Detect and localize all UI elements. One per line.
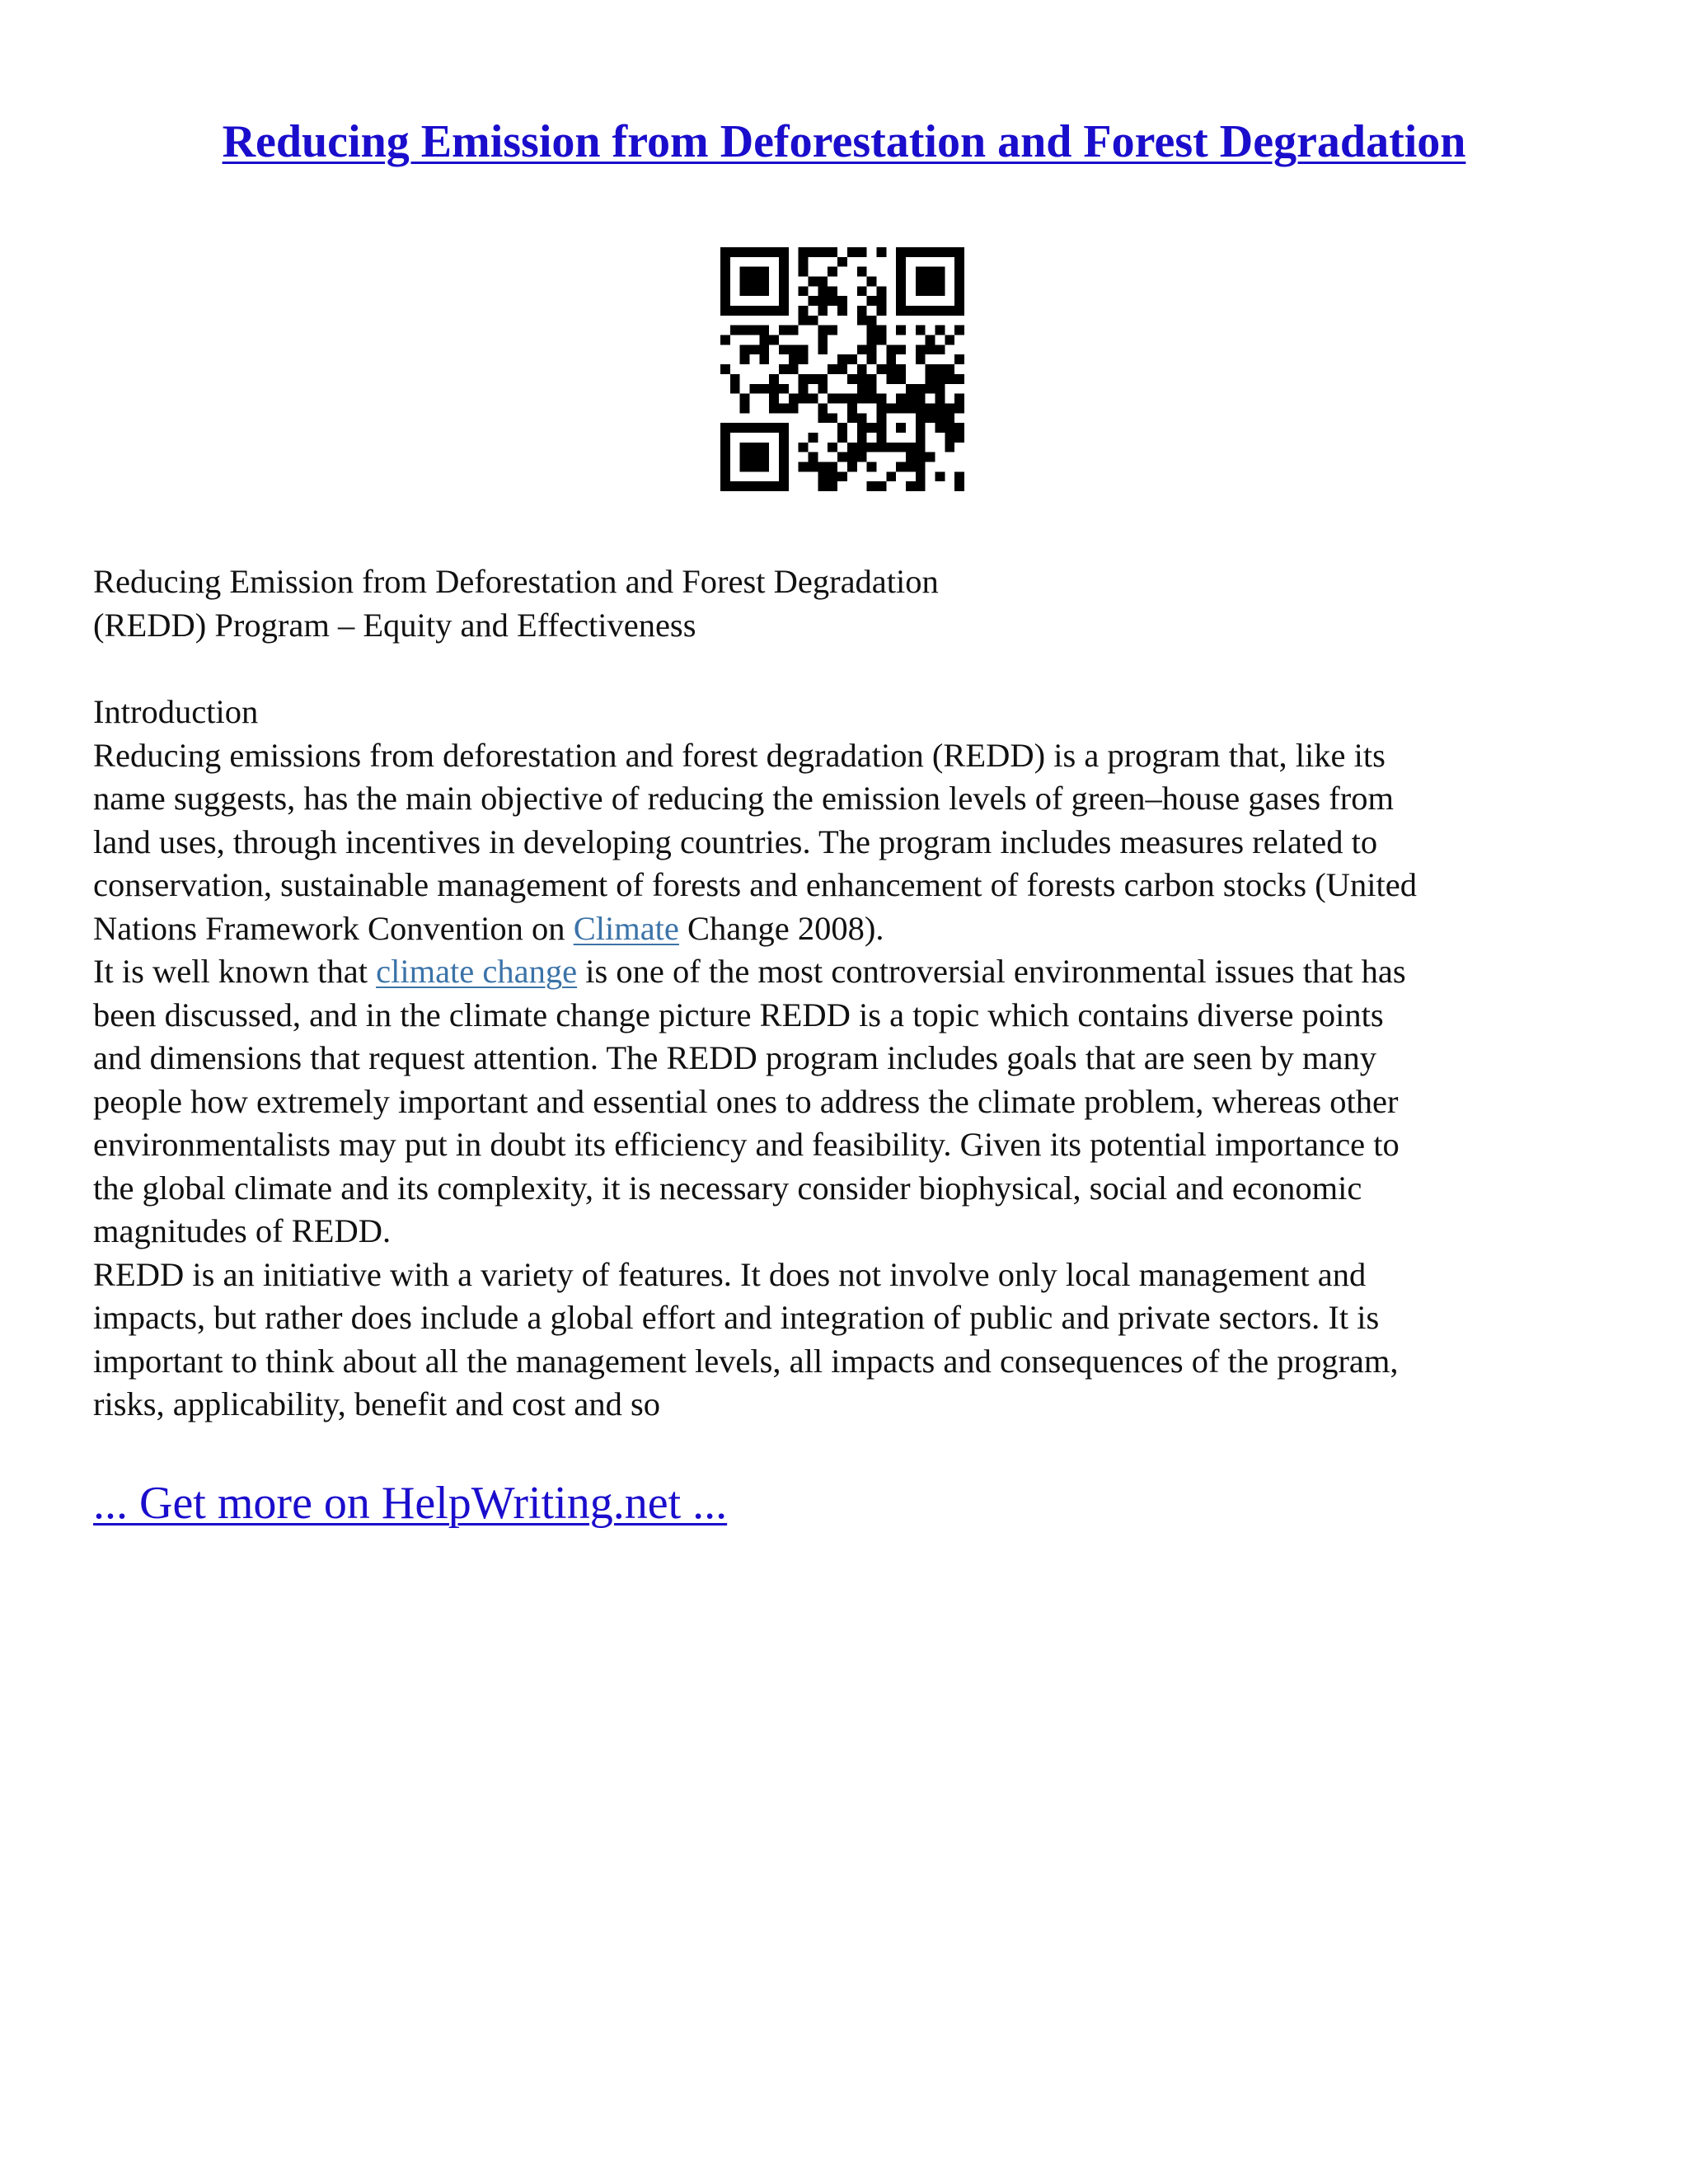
paragraph-line: the global climate and its complexity, it is necessary consider biophysical, social and economic: [93, 1169, 1362, 1207]
paragraph-line: [93, 950, 1601, 994]
text-fragment: Change 2008).: [678, 909, 884, 947]
paragraph-line: impacts, but rather does include a global effort and integration of public and private sectors. It is: [93, 1299, 1380, 1336]
paragraph-line: [93, 907, 1601, 951]
title-link[interactable]: Reducing Emission from Deforestation and Forest Degradation: [222, 116, 1466, 167]
more-link-container: [93, 1475, 727, 1531]
paragraph-line: land uses, through incentives in developing countries. The program includes measures related to: [93, 823, 1378, 860]
section-heading: Introduction: [93, 693, 259, 730]
climate-change-link[interactable]: climate change: [376, 953, 578, 990]
page-title: [0, 114, 1688, 170]
climate-link[interactable]: Climate: [573, 909, 679, 947]
paragraph-line: REDD is an initiative with a variety of features. It does not involve only local management and: [93, 1255, 1367, 1293]
paragraph-line: important to think about all the management levels, all impacts and consequences of the program,: [93, 1342, 1399, 1380]
subtitle-line: Reducing Emission from Deforestation and Forest Degradation: [93, 563, 939, 600]
qr-code: [720, 247, 964, 491]
paragraph-line: risks, applicability, benefit and cost and so: [93, 1385, 660, 1422]
text-fragment: It is well known that: [93, 953, 377, 990]
article-body: [93, 691, 1601, 1427]
qr-code-icon: [720, 247, 964, 491]
paragraph-line: magnitudes of REDD.: [93, 1212, 392, 1249]
paragraph-line: name suggests, has the main objective of reducing the emission levels of green–house gases from: [93, 780, 1394, 817]
paragraph-line: environmentalists may put in doubt its efficiency and feasibility. Given its potential importance to: [93, 1126, 1400, 1163]
paragraph-line: and dimensions that request attention. The REDD program includes goals that are seen by many: [93, 1039, 1376, 1076]
paragraph-line: Reducing emissions from deforestation and forest degradation (REDD) is a program that, like its: [93, 736, 1386, 774]
get-more-link[interactable]: ... Get more on HelpWriting.net ...: [93, 1478, 728, 1529]
text-fragment: Nations Framework Convention on: [93, 909, 574, 947]
document-subtitle: [93, 560, 1601, 647]
paragraph-line: conservation, sustainable management of forests and enhancement of forests carbon stocks (United: [93, 866, 1417, 903]
paragraph-line: people how extremely important and essential ones to address the climate problem, whereas other: [93, 1082, 1399, 1120]
paragraph-line: been discussed, and in the climate change picture REDD is a topic which contains diverse points: [93, 996, 1384, 1033]
text-fragment: is one of the most controversial environmental issues that has: [577, 953, 1406, 990]
subtitle-line: (REDD) Program – Equity and Effectiveness: [93, 606, 696, 644]
